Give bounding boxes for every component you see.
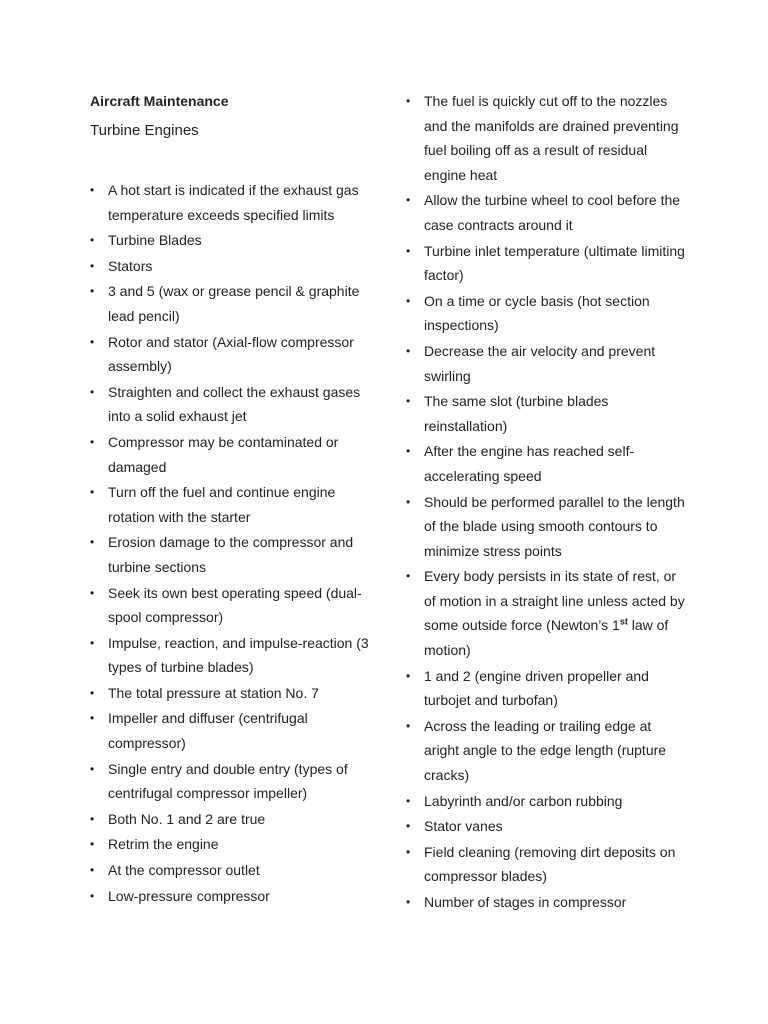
- list-item-text: Erosion damage to the compressor and turbine sections: [108, 534, 354, 575]
- list-item-text: Straighten and collect the exhaust gases into a solid exhaust jet: [108, 383, 361, 425]
- list-item: [406, 239, 686, 288]
- bullet-icon: •: [406, 444, 411, 459]
- list-item-text: Turn off the fuel and continue engine rotation with the starter: [108, 484, 336, 525]
- list-item-text: 3 and 5 (wax or grease pencil & graphite lead pencil): [108, 283, 360, 324]
- list-item-text: Rotor and stator (Axial-flow compressor assembly): [108, 333, 354, 375]
- left-bullet-list: [90, 178, 370, 909]
- list-item-text: Turbine Blades: [108, 232, 202, 249]
- bullet-icon: •: [90, 711, 95, 726]
- bullet-icon: •: [90, 535, 95, 550]
- list-item: [406, 339, 686, 388]
- bullet-icon: •: [90, 284, 95, 299]
- list-item-text: Number of stages in compressor: [424, 894, 627, 910]
- bullet-icon: •: [406, 718, 411, 733]
- list-item-text: Impeller and diffuser (centrifugal compressor): [108, 710, 308, 752]
- bullet-icon: •: [406, 343, 411, 358]
- list-item-text: Turbine inlet temperature (ultimate limiting factor): [424, 242, 685, 284]
- right-bullet-list: [406, 89, 686, 916]
- list-item: [90, 832, 370, 857]
- list-item-text: 1 and 2 (engine driven propeller and turbojet and turbofan): [424, 667, 649, 709]
- list-item-text-tail: law of motion): [424, 617, 669, 659]
- list-item: [90, 631, 370, 680]
- list-item: [406, 814, 686, 839]
- bullet-icon: •: [406, 243, 411, 258]
- bullet-icon: •: [90, 761, 95, 776]
- list-item-text: Across the leading or trailing edge at aright angle to the edge length (rupture cracks): [424, 717, 667, 784]
- bullet-icon: •: [406, 94, 411, 108]
- list-item: [406, 490, 686, 564]
- list-item-text: Stators: [108, 257, 153, 274]
- list-item: [90, 807, 370, 832]
- list-item: [90, 706, 370, 755]
- list-item: [90, 480, 370, 529]
- list-item: [90, 228, 370, 253]
- bullet-icon: •: [90, 384, 95, 399]
- list-item-text: A hot start is indicated if the exhaust gas temperature exceeds specified limits: [108, 182, 359, 223]
- list-item: [406, 89, 686, 187]
- list-item: [406, 289, 686, 338]
- list-item-text: Allow the turbine wheel to cool before the case contracts around it: [424, 192, 681, 233]
- list-item: [90, 330, 370, 379]
- bullet-icon: •: [90, 635, 95, 650]
- list-item: [406, 714, 686, 788]
- superscript: st: [619, 616, 628, 627]
- bullet-icon: •: [406, 793, 411, 808]
- list-item: [90, 581, 370, 630]
- bullet-icon: •: [406, 569, 411, 584]
- bullet-icon: •: [90, 233, 95, 248]
- list-item-text: Should be performed parallel to the length of the blade using smooth contours to minimize stress points: [424, 493, 685, 559]
- list-item-text: Both No. 1 and 2 are true: [108, 810, 266, 827]
- bullet-icon: •: [90, 434, 95, 449]
- bullet-icon: •: [406, 819, 411, 834]
- list-item-text: Single entry and double entry (types of centrifugal compressor impeller): [108, 760, 348, 802]
- list-item: [406, 564, 686, 662]
- list-item: [90, 430, 370, 479]
- list-item-text: Every body persists in its state of rest, or of motion in a straight line unless acted by some outside force (Newton’s 1: [424, 568, 685, 634]
- list-item-text: At the compressor outlet: [108, 862, 260, 879]
- list-item-text: After the engine has reached self-accelerating speed: [424, 443, 635, 484]
- bullet-icon: •: [90, 811, 95, 826]
- list-item: [90, 757, 370, 806]
- list-item: [90, 279, 370, 328]
- list-item-text: Seek its own best operating speed (dual-spool compressor): [108, 584, 362, 626]
- list-item-text: On a time or cycle basis (hot section inspections): [424, 292, 650, 334]
- bullet-icon: •: [406, 895, 411, 909]
- bullet-icon: •: [406, 293, 411, 308]
- bullet-icon: •: [90, 685, 95, 700]
- list-item: [406, 789, 686, 814]
- list-item-text: Decrease the air velocity and prevent swirling: [424, 342, 656, 384]
- list-item-text: Field cleaning (removing dirt deposits on compressor blades): [424, 843, 676, 885]
- list-item: [90, 884, 370, 909]
- bullet-icon: •: [90, 585, 95, 600]
- list-item: [90, 254, 370, 279]
- list-item: [406, 439, 686, 488]
- bullet-icon: •: [406, 394, 411, 409]
- list-item: [406, 188, 686, 237]
- list-item-text: Labyrinth and/or carbon rubbing: [424, 792, 623, 809]
- list-item: [406, 389, 686, 438]
- page-subtitle: Turbine Engines: [90, 122, 199, 139]
- bullet-icon: •: [90, 888, 95, 903]
- bullet-icon: •: [90, 863, 95, 878]
- bullet-icon: •: [406, 494, 411, 509]
- list-item: [90, 681, 370, 706]
- list-item: [90, 380, 370, 429]
- page-title: Aircraft Maintenance: [90, 93, 229, 109]
- list-item: [406, 664, 686, 713]
- list-item: [90, 178, 370, 227]
- bullet-icon: •: [90, 334, 95, 349]
- list-item: [406, 890, 686, 915]
- list-item-text: Stator vanes: [424, 818, 503, 835]
- list-item-text: Impulse, reaction, and impulse-reaction (3 types of turbine blades): [108, 634, 369, 676]
- list-item-text: The fuel is quickly cut off to the nozzles and the manifolds are drained preventing fuel boiling off as a result of residual engine heat: [424, 93, 679, 183]
- list-item: [406, 840, 686, 889]
- list-item-text: Low-pressure compressor: [108, 887, 270, 904]
- bullet-icon: •: [90, 485, 95, 500]
- list-item: [90, 858, 370, 883]
- bullet-icon: •: [406, 844, 411, 859]
- bullet-icon: •: [90, 258, 95, 273]
- bullet-icon: •: [90, 183, 95, 197]
- list-item-text: Compressor may be contaminated or damaged: [108, 433, 339, 475]
- list-item: [90, 530, 370, 579]
- list-item-text: Retrim the engine: [108, 836, 219, 853]
- list-item-text: The total pressure at station No. 7: [108, 684, 319, 701]
- bullet-icon: •: [90, 837, 95, 852]
- bullet-icon: •: [406, 668, 411, 683]
- list-item-text: The same slot (turbine blades reinstallation): [424, 393, 609, 434]
- bullet-icon: •: [406, 193, 411, 208]
